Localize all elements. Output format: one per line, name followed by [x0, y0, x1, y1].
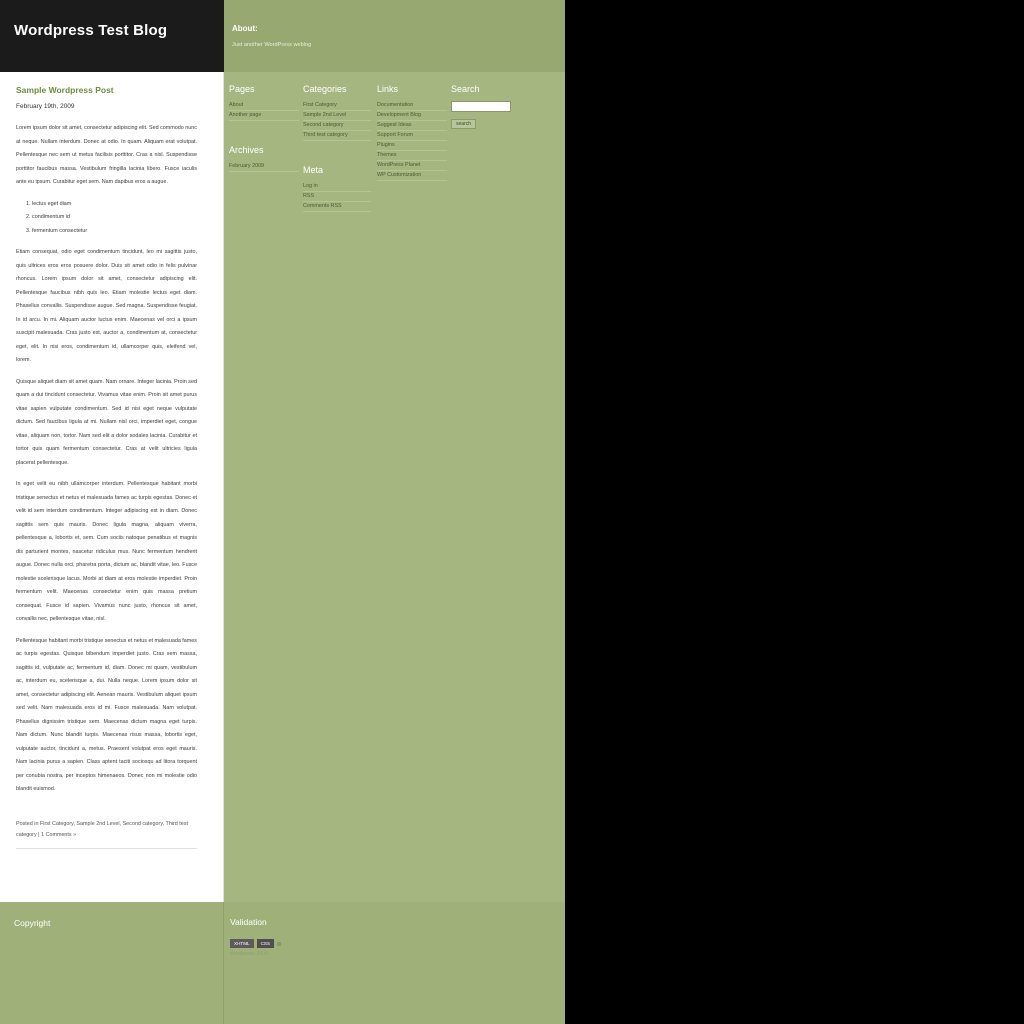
sidebar-link-another-page[interactable]: Another page [229, 112, 262, 118]
post-container [0, 72, 224, 902]
sidebar-link-plugins[interactable]: Plugins [377, 142, 395, 148]
list-item[interactable] [377, 151, 447, 161]
list-item[interactable] [377, 161, 447, 171]
post-meta[interactable]: Posted in First Category, Sample 2nd Level, Second category, Third test category | 1 Comments » [16, 819, 197, 849]
sidebar-link-about[interactable]: About [229, 102, 244, 108]
post-date: February 19th, 2009 [16, 103, 75, 110]
search-button[interactable]: search [451, 119, 476, 129]
sidebar-link-rss[interactable]: RSS [303, 193, 315, 199]
sidebar-link-log-in[interactable]: Log in [303, 183, 318, 189]
list-item[interactable] [377, 131, 447, 141]
categories-heading: Categories [303, 84, 347, 94]
post-paragraph: Quisque aliquet diam sit amet quam. Nam ornare. Integer lacinia. Proin sed quam a dui tincidunt consectetur. Vivamus vitae enim. Proin sit amet purus vitae sapien vulputate condimentum. Sed id nisi eget neque vulputate dictum. Sed faucibus ligula at mi. Nullam nisl orci, imperdiet eget, congue vitae, aliquam non, tortor. Nam sed elit a dolor sodales lacinia. Curabitur et tortor quis quam fermentum consectetur. Cras at velit ultricies ligula placerat pellentesque. [16, 378, 197, 466]
sidebar-link-second-category[interactable]: Second category [303, 122, 344, 128]
search-input[interactable] [451, 101, 511, 112]
post-body [16, 122, 197, 805]
list-item[interactable] [303, 121, 371, 131]
sidebar-link-february-2009[interactable]: February 2009 [229, 163, 265, 169]
sidebar-link-development-blog[interactable]: Development Blog [377, 112, 422, 118]
site-header [0, 0, 224, 72]
sidebar-link-sample-2nd-level[interactable]: Sample 2nd Level [303, 112, 347, 118]
about-description: Just another WordPress weblog [232, 42, 312, 48]
post-paragraph: In eget velit eu nibh ullamcorper interdum. Pellentesque habitant morbi tristique senectus et netus et malesuada fames ac turpis egestas. Donec et velit id sem interdum condimentum. Integer adipiscing est in diam. Donec sagittis sem quis mauris. Donec ligula magna, aliquam viverra, pellentesque a, lobortis et, sem. Cum sociis natoque penatibus et magnis dis parturient montes, nascetur ridiculus mus. Nunc fermentum hendrerit augue. Donec nulla orci, pharetra porta, dictum ac, blandit vitae, leo. Fusce molestie scelerisque lacus. Morbi at diam at eros molestie imperdiet. Proin fermentum velit. Maecenas consectetur enim quis massa pretium consequat. Fusce id sapien. Vivamus nunc justo, rhoncus sit amet, convallis nec, pellentesque vitae, nisl. [16, 481, 197, 622]
footer-middle [224, 902, 565, 1024]
list-item[interactable] [303, 182, 371, 192]
post-title[interactable]: Sample Wordpress Post [16, 85, 114, 95]
square-icon [277, 942, 281, 946]
sidebar-link-wordpress-planet[interactable]: WordPress Planet [377, 162, 421, 168]
sidebar-link-documentation[interactable]: Documentation [377, 102, 414, 108]
pages-list [229, 101, 299, 121]
list-item[interactable] [377, 111, 447, 121]
sidebar-link-support-forum[interactable]: Support Forum [377, 132, 413, 138]
list-item[interactable] [377, 171, 447, 181]
content-column [0, 0, 224, 1024]
sidebar-group-pages [229, 84, 299, 172]
sidebar-link-third-test-category[interactable]: Third test category [303, 132, 348, 138]
post-paragraph: Etiam consequat, odio eget condimentum tincidunt, leo mi sagittis justo, quis ultrices eros eros posuere dolor. Duis sit amet odio in felis pulvinar rhoncus. Lorem ipsum dolor sit amet, consectetur adipiscing elit. Pellentesque faucibus nibh quis leo. Etiam molestie lectus eget diam. Phasellus convallis. Suspendisse augue. Sed magna. Suspendisse feugiat. In id arcu. In mi. Aliquam auctor luctus enim. Maecenas vel orci a ipsum suscipit malesuada. Cras justo est, auctor a, condimentum at, consectetur eget, elit. In nisi eros, condimentum id, ullamcorper quis, eleifend vel, lorem. [16, 249, 197, 363]
sidebar-link-comments-rss[interactable]: Comments RSS [303, 203, 342, 209]
list-item[interactable] [303, 101, 371, 111]
list-item[interactable] [229, 162, 299, 172]
about-header [224, 0, 565, 72]
list-item: 1. lectus eget diam [32, 198, 197, 212]
post-list [16, 198, 197, 239]
pages-heading: Pages [229, 84, 255, 94]
links-heading: Links [377, 84, 399, 94]
sidebar-group-search [451, 84, 546, 130]
page-title: Wordpress Test Blog [14, 22, 168, 39]
list-item[interactable] [303, 131, 371, 141]
list-item[interactable] [229, 111, 299, 121]
archives-list [229, 162, 299, 172]
links-list [377, 101, 447, 181]
archives-heading: Archives [229, 145, 264, 155]
footer-left [0, 902, 224, 1024]
sidebar-group-links [377, 84, 447, 181]
css-badge[interactable]: CSS [257, 939, 274, 948]
wordpress-credit: Wordpress 2009 [230, 951, 268, 957]
categories-list [303, 101, 371, 141]
list-item: 3. fermentum consectetur [32, 225, 197, 239]
about-heading: About: [232, 24, 258, 33]
list-item[interactable] [303, 192, 371, 202]
post-paragraph: Pellentesque habitant morbi tristique senectus et netus et malesuada fames ac turpis egestas. Quisque bibendum imperdiet justo. Cras sem massa, sagittis id, vulputate ac, fermentum id, diam. Donec mi quam, vestibulum ac, interdum eu, scelerisque a, dui. Nulla neque. Lorem ipsum dolor sit amet, consectetur adipiscing elit. Aenean mauris. Vestibulum aliquet ipsum sed velit. Nam malesuada eros id mi. Fusce malesuada. Nam volutpat. Phasellus dignissim tristique sem. Maecenas dictum magna eget turpis. Nam dictum. Nunc blandit turpis. Maecenas risus massa, lobortis eget, vulputate auctor, tincidunt a, metus. Praesent volutpat eros eget mauris. Nam lacinia purus a sapien. Class aptent taciti sociosqu ad litora torquent per conubia nostra, per inceptos himenaeos. Donec non mi molestie odio blandit euismod. [16, 637, 197, 792]
search-heading: Search [451, 84, 480, 94]
post-paragraph: Lorem ipsum dolor sit amet, consectetur adipiscing elit. Sed commodo nunc at neque. Nullam interdum. Donec at odio. In quam. Aliquam erat volutpat. Pellentesque nec sem ut metus facilisis porttitor. Cras a nisl. Suspendisse porttitor faucibus massa. Vestibulum fringilla lacinia libero. Fusce iaculis ante eu ipsum. Curabitur eget sem. Nam dapibus eros a augue. [16, 125, 197, 185]
copyright-text: Copyright [14, 918, 51, 928]
sidebar-link-first-category[interactable]: First Category [303, 102, 337, 108]
list-item[interactable] [377, 121, 447, 131]
meta-heading: Meta [303, 165, 324, 175]
sidebar-link-wp-customization[interactable]: WP Customization [377, 172, 422, 178]
sidebar-group-categories [303, 84, 371, 212]
xhtml-badge[interactable]: XHTML [230, 939, 254, 948]
sidebar-link-themes[interactable]: Themes [377, 152, 397, 158]
meta-list [303, 182, 371, 212]
validation-heading: Validation [230, 917, 267, 927]
list-item[interactable] [229, 101, 299, 111]
sidebar-column [224, 0, 565, 1024]
list-item: 2. condimentum id [32, 211, 197, 225]
list-item[interactable] [377, 101, 447, 111]
list-item[interactable] [303, 202, 371, 212]
list-item[interactable] [303, 111, 371, 121]
sidebar-link-suggest-ideas[interactable]: Suggest Ideas [377, 122, 412, 128]
list-item[interactable] [377, 141, 447, 151]
